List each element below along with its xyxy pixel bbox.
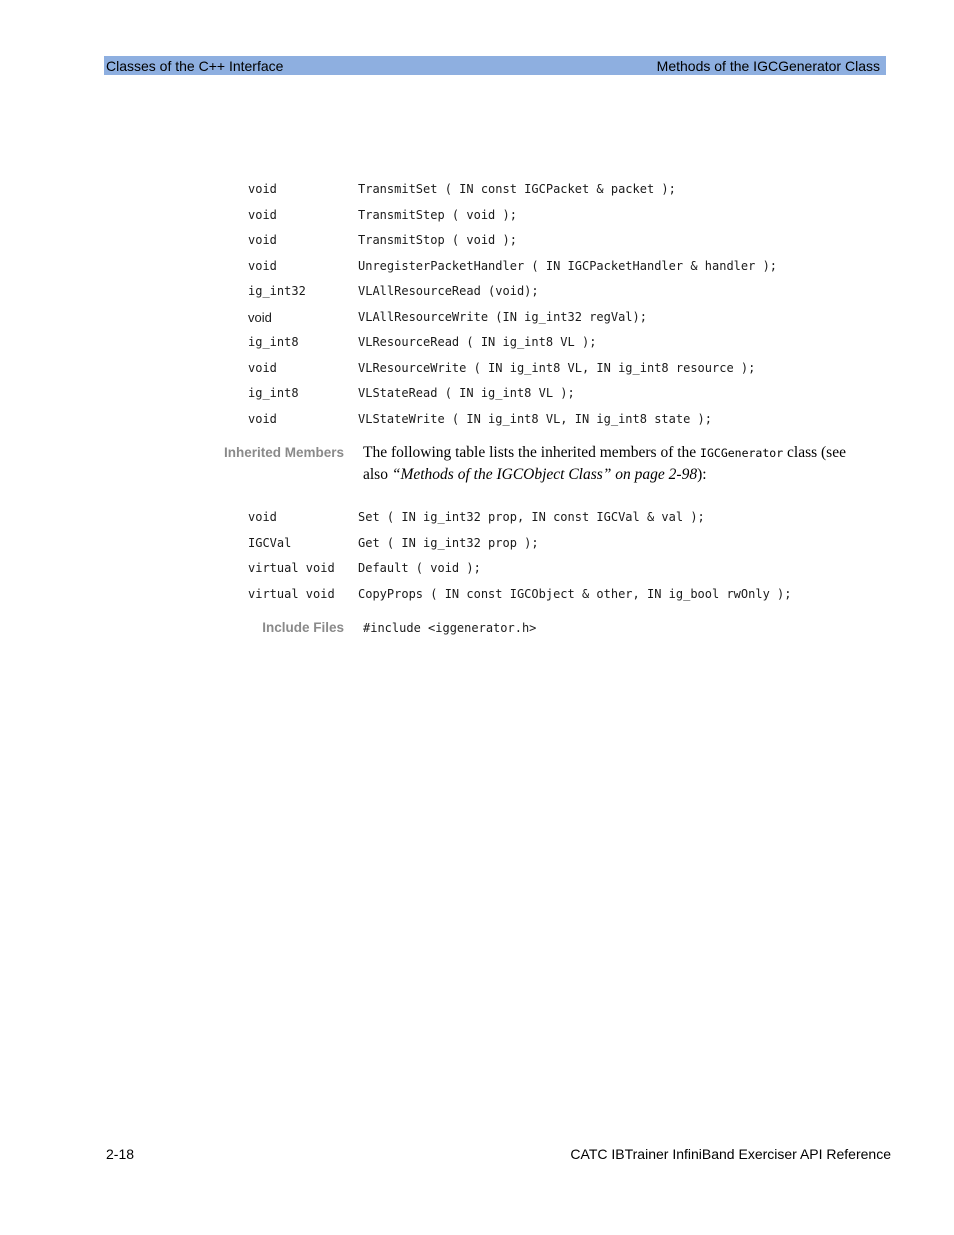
method-signature: VLAllResourceRead (void); xyxy=(358,284,539,298)
cross-reference-link[interactable]: “Methods of the IGCObject Class” on page 2-98 xyxy=(391,466,698,483)
inherited-members-heading: Inherited Members xyxy=(223,445,344,460)
method-return-type: void xyxy=(248,233,277,247)
member-signature: Get ( IN ig_int32 prop ); xyxy=(358,535,539,550)
method-return-type: void xyxy=(248,411,277,426)
description-text: The following table lists the inherited members of the xyxy=(363,444,701,461)
method-signature: VLStateWrite ( IN ig_int8 VL, IN ig_int8 state ); xyxy=(358,411,713,426)
header-section-title: Classes of the C++ Interface xyxy=(106,58,284,74)
method-signature: TransmitStop ( void ); xyxy=(358,233,517,247)
description-text: class (see also xyxy=(363,444,846,483)
method-signature: VLStateRead ( IN ig_int8 VL ); xyxy=(358,386,575,400)
method-return-type: void xyxy=(248,258,277,273)
method-signature: VLAllResourceWrite (IN ig_int32 regVal); xyxy=(358,309,647,324)
method-return-type: ig_int8 xyxy=(248,386,299,400)
include-statement: #include <iggenerator.h> xyxy=(363,621,537,635)
member-signature: Set ( IN ig_int32 prop, IN const IGCVal & val ); xyxy=(358,510,705,524)
class-name: IGCGenerator xyxy=(700,446,784,460)
member-return-type: void xyxy=(248,510,277,524)
member-return-type: virtual void xyxy=(248,561,335,575)
include-files-heading: Include Files xyxy=(262,620,344,635)
method-return-type: void xyxy=(248,207,277,222)
inherited-members-description xyxy=(363,442,863,486)
header-chapter-title: Methods of the IGCGenerator Class xyxy=(656,58,880,74)
method-return-type: void xyxy=(248,360,277,375)
method-return-type: void xyxy=(248,182,277,196)
page-header xyxy=(104,56,886,75)
method-return-type: void xyxy=(248,309,272,325)
method-return-type: ig_int8 xyxy=(248,335,299,349)
method-signature: TransmitStep ( void ); xyxy=(358,207,517,222)
page-number: 2-18 xyxy=(106,1146,135,1162)
method-return-type: ig_int32 xyxy=(248,284,306,298)
description-text: ): xyxy=(697,466,707,483)
member-signature: Default ( void ); xyxy=(358,561,481,575)
method-signature: TransmitSet ( IN const IGCPacket & packet ); xyxy=(358,182,676,196)
method-signature: VLResourceRead ( IN ig_int8 VL ); xyxy=(358,335,597,349)
method-signature: VLResourceWrite ( IN ig_int8 VL, IN ig_int8 resource ); xyxy=(358,360,756,375)
document-title: CATC IBTrainer InfiniBand Exerciser API Reference xyxy=(570,1146,891,1162)
member-signature: CopyProps ( IN const IGCObject & other, IN ig_bool rwOnly ); xyxy=(358,586,792,601)
member-return-type: IGCVal xyxy=(248,535,292,550)
method-signature: UnregisterPacketHandler ( IN IGCPacketHandler & handler ); xyxy=(358,258,778,273)
member-return-type: virtual void xyxy=(248,586,335,601)
